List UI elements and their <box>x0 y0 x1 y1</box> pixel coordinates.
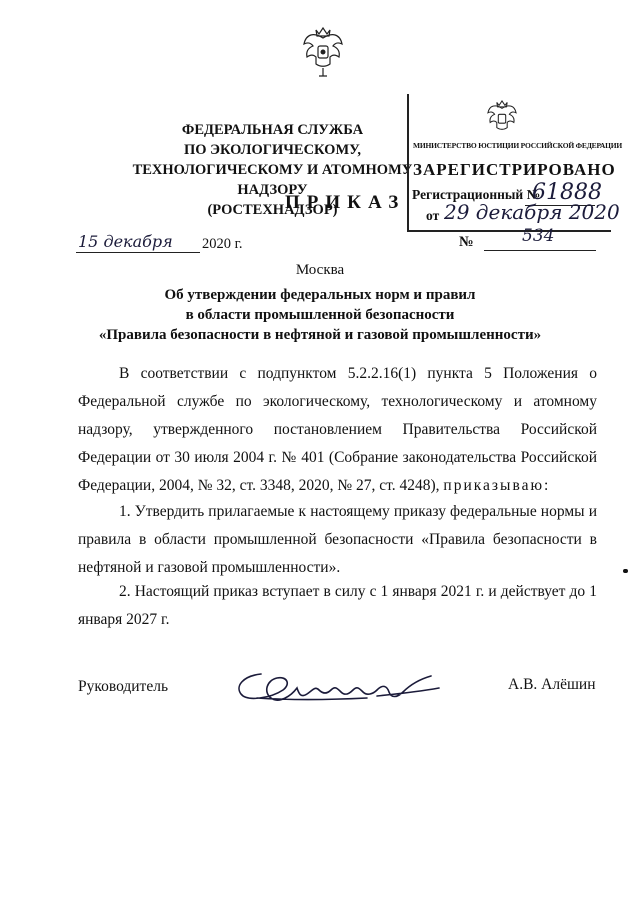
document-type: ПРИКАЗ <box>285 192 406 213</box>
stamp-reg-date: 29 декабря 2020 <box>444 200 620 224</box>
order-title <box>80 285 560 345</box>
title-line-2: в области промышленной безопасности <box>185 307 455 323</box>
stamp-reg-number: 61888 <box>532 180 602 205</box>
agency-line-1: ФЕДЕРАЛЬНАЯ СЛУЖБА <box>181 122 364 138</box>
order-year: 2020 г. <box>202 236 243 252</box>
paragraph-item-2 <box>78 578 597 634</box>
stamp-coat-of-arms-icon <box>485 98 519 138</box>
stamp-status: ЗАРЕГИСТРИРОВАНО <box>413 160 616 179</box>
coat-of-arms-icon <box>302 24 344 78</box>
title-line-3: «Правила безопасности в нефтяной и газовой промышленности» <box>98 327 542 343</box>
signatory-name: А.В. Алёшин <box>508 676 596 693</box>
signatory-role: Руководитель <box>78 678 169 695</box>
number-underline <box>484 250 596 251</box>
order-number-label: № <box>459 234 474 250</box>
order-date-handwritten: 15 декабря <box>78 232 173 251</box>
agency-line-3: (РОСТЕХНАДЗОР) <box>207 202 338 218</box>
paragraph-preamble <box>78 360 597 500</box>
order-number-handwritten: 534 <box>522 226 555 246</box>
item-1-text: 1. Утвердить прилагаемые к настоящему приказу федеральные нормы и правила в области промышленной безопасности «Правила безопасности в нефтяной и газовой промышленности». <box>78 503 597 576</box>
stamp-ministry: МИНИСТЕРСТВО ЮСТИЦИИ РОССИЙСКОЙ ФЕДЕРАЦИИ <box>413 141 622 150</box>
handwritten-signature <box>227 664 447 706</box>
stamp-from-label: от <box>426 208 440 223</box>
agency-line-2: ПО ЭКОЛОГИЧЕСКОМУ, ТЕХНОЛОГИЧЕСКОМУ И АТОМНОМУ НАДЗОРУ <box>132 142 413 198</box>
ink-dot <box>623 569 628 573</box>
title-line-1: Об утверждении федеральных норм и правил <box>164 287 476 303</box>
decree-word: приказываю: <box>443 477 551 494</box>
item-2-text: 2. Настоящий приказ вступает в силу с 1 января 2021 г. и действует до 1 января 2027 г. <box>78 583 597 628</box>
preamble-text: В соответствии с подпунктом 5.2.2.16(1) пункта 5 Положения о Федеральной службе по экологическому, технологическому и атомному надзору, утвержденного постановлением Правительства Российской Федерации от 30 июля 2004 г. № 401 (Собрание законодательства Российской Федерации, 2004, № 32, ст. 3348, 2020, № 27, ст. 4248), <box>78 365 597 494</box>
stamp-reg-label: Регистрационный № <box>412 187 541 202</box>
paragraph-item-1 <box>78 498 597 582</box>
date-underline <box>76 252 200 253</box>
city: Москва <box>295 262 345 278</box>
